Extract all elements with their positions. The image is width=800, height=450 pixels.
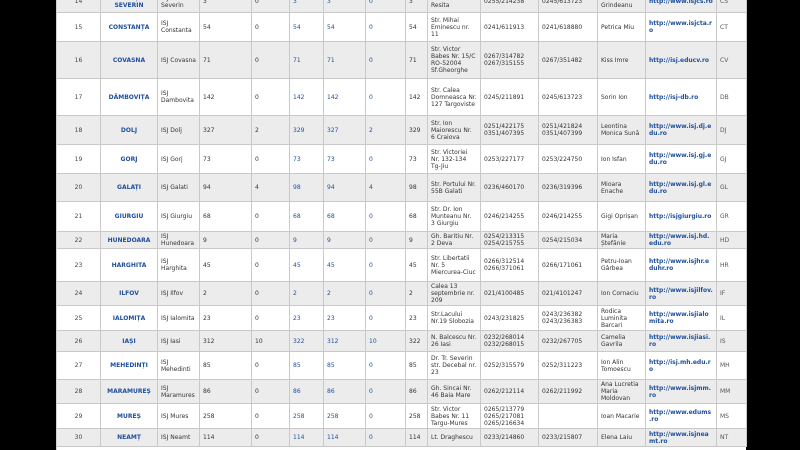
- inspector-name: Sorin Ion: [598, 79, 646, 116]
- count-5: 0: [366, 282, 406, 306]
- count-1: 85: [200, 352, 252, 380]
- website-link[interactable]: http://isj-db.ro: [646, 79, 717, 116]
- county-link[interactable]: HARGHITA: [101, 249, 158, 282]
- address: Dr. Tr. Severin str. Decebal nr. 23: [428, 352, 481, 380]
- phone: 0267/314782 0267/315155: [481, 42, 539, 79]
- count-3: 68: [290, 202, 324, 232]
- table-row: [57, 331, 747, 352]
- website-link[interactable]: http://www.isjhr.eduhr.ro: [646, 249, 717, 282]
- website-link[interactable]: http://isj.educv.ro: [646, 42, 717, 79]
- inspector-name: Grindeanu: [598, 0, 646, 13]
- count-4: 114: [324, 429, 366, 447]
- count-1: 258: [200, 404, 252, 429]
- inspectorate-name: ISJ Galati: [158, 174, 200, 202]
- count-6: 9: [406, 232, 428, 249]
- phone: 0233/214860: [481, 429, 539, 447]
- county-code: IL: [717, 306, 747, 331]
- website-link[interactable]: http://isj.mh.edu.ro: [646, 352, 717, 380]
- address: Str. Mihai Eminescu nr. 11: [428, 13, 481, 42]
- inspectorate-name: ISJ Dambovita: [158, 79, 200, 116]
- count-3: 114: [290, 429, 324, 447]
- count-3: 142: [290, 79, 324, 116]
- county-link[interactable]: GORJ: [101, 145, 158, 174]
- count-2: 4: [252, 174, 290, 202]
- count-5: 0: [366, 352, 406, 380]
- website-link[interactable]: http://www.isj.gl.edu.ro: [646, 174, 717, 202]
- inspector-name: Ion Isfan: [598, 145, 646, 174]
- inspectorate-name: ISJ Hunedoara: [158, 232, 200, 249]
- count-2: 0: [252, 0, 290, 13]
- county-link[interactable]: GIURGIU: [101, 202, 158, 232]
- inspector-name: Rodica Luminita Barcari: [598, 306, 646, 331]
- inspector-name: Leontina Monica Sună: [598, 116, 646, 145]
- phone: 0253/227177: [481, 145, 539, 174]
- row-number: 16: [57, 42, 101, 79]
- count-3: 329: [290, 116, 324, 145]
- inspectorate-name: ISJ Mehedinti: [158, 352, 200, 380]
- count-3: 2: [290, 282, 324, 306]
- row-number: 25: [57, 306, 101, 331]
- table-row: [57, 249, 747, 282]
- website-link[interactable]: http://www.isjneamt.ro: [646, 429, 717, 447]
- inspectorate-name: ISJ Harghita: [158, 249, 200, 282]
- inspectorate-name: ISJ Iasi: [158, 331, 200, 352]
- count-6: 3: [406, 0, 428, 13]
- county-code: MS: [717, 404, 747, 429]
- fax: 0267/351482: [539, 42, 598, 79]
- address: Str. Portului Nr. 55B Galati: [428, 174, 481, 202]
- count-1: 9: [200, 232, 252, 249]
- county-code: DB: [717, 79, 747, 116]
- table-row: [57, 352, 747, 380]
- count-5: 0: [366, 42, 406, 79]
- fax: 0253/224750: [539, 145, 598, 174]
- count-6: 142: [406, 79, 428, 116]
- row-number: 26: [57, 331, 101, 352]
- table-row: [57, 306, 747, 331]
- count-6: 258: [406, 404, 428, 429]
- county-link[interactable]: DOLJ: [101, 116, 158, 145]
- inspectorate-name: ISJ Ialomita: [158, 306, 200, 331]
- count-6: 73: [406, 145, 428, 174]
- count-6: 54: [406, 13, 428, 42]
- inspectorate-name: Severin: [158, 0, 200, 13]
- count-4: 23: [324, 306, 366, 331]
- inspector-name: Mioara Enache: [598, 174, 646, 202]
- inspectorate-name: ISJ Neamt: [158, 429, 200, 447]
- table-row: [57, 145, 747, 174]
- count-6: 114: [406, 429, 428, 447]
- row-number: 23: [57, 249, 101, 282]
- count-5: 0: [366, 202, 406, 232]
- count-2: 0: [252, 306, 290, 331]
- table-body: [57, 0, 747, 447]
- count-1: 73: [200, 145, 252, 174]
- count-3: 45: [290, 249, 324, 282]
- county-code: GL: [717, 174, 747, 202]
- table-row: [57, 380, 747, 404]
- county-link[interactable]: ILFOV: [101, 282, 158, 306]
- count-2: 2: [252, 116, 290, 145]
- county-code: CS: [717, 0, 747, 13]
- website-link[interactable]: http://www.isjilfov.ro: [646, 282, 717, 306]
- row-number: 28: [57, 380, 101, 404]
- row-number: 18: [57, 116, 101, 145]
- county-code: NT: [717, 429, 747, 447]
- count-1: 94: [200, 174, 252, 202]
- county-link[interactable]: MEHEDINȚI: [101, 352, 158, 380]
- fax: 0236/319396: [539, 174, 598, 202]
- website-link[interactable]: http://www.isj.hd.edu.ro: [646, 232, 717, 249]
- phone: 0241/611913: [481, 13, 539, 42]
- count-1: 86: [200, 380, 252, 404]
- county-code: IF: [717, 282, 747, 306]
- row-number: 19: [57, 145, 101, 174]
- count-1: 54: [200, 13, 252, 42]
- count-2: 0: [252, 145, 290, 174]
- count-4: 3: [324, 0, 366, 13]
- inspector-name: Petrica Miu: [598, 13, 646, 42]
- phone: 0251/422175 0351/407395: [481, 116, 539, 145]
- count-5: 0: [366, 145, 406, 174]
- fax: 0241/618880: [539, 13, 598, 42]
- website-link[interactable]: http://www.edums.ro: [646, 404, 717, 429]
- count-3: 23: [290, 306, 324, 331]
- count-2: 0: [252, 404, 290, 429]
- count-3: 71: [290, 42, 324, 79]
- address: Lt. Draghescu: [428, 429, 481, 447]
- count-4: 2: [324, 282, 366, 306]
- phone: 0246/214255: [481, 202, 539, 232]
- phone: 0265/213779 0265/217081 0265/216634: [481, 404, 539, 429]
- count-4: 9: [324, 232, 366, 249]
- fax: 0232/267705: [539, 331, 598, 352]
- table-row: [57, 202, 747, 232]
- phone: 0255/214238: [481, 0, 539, 13]
- count-6: 98: [406, 174, 428, 202]
- row-number: 27: [57, 352, 101, 380]
- count-5: 2: [366, 116, 406, 145]
- table-row: [57, 232, 747, 249]
- count-5: 0: [366, 0, 406, 13]
- phone: 0232/268014 0232/268015: [481, 331, 539, 352]
- phone: 0254/213315 0254/215755: [481, 232, 539, 249]
- table-row: [57, 0, 747, 13]
- count-3: 86: [290, 380, 324, 404]
- count-6: 23: [406, 306, 428, 331]
- count-1: 23: [200, 306, 252, 331]
- count-4: 327: [324, 116, 366, 145]
- website-link[interactable]: http://www.isjcta.ro: [646, 13, 717, 42]
- inspector-name: Gigi Oprișan: [598, 202, 646, 232]
- county-code: HD: [717, 232, 747, 249]
- count-2: 0: [252, 352, 290, 380]
- count-1: 3: [200, 0, 252, 13]
- inspectorate-name: ISJ Giurgiu: [158, 202, 200, 232]
- inspector-name: Elena Laiu: [598, 429, 646, 447]
- county-link[interactable]: GALAȚI: [101, 174, 158, 202]
- phone: 0252/315579: [481, 352, 539, 380]
- phone: 0262/212114: [481, 380, 539, 404]
- count-6: 2: [406, 282, 428, 306]
- count-3: 322: [290, 331, 324, 352]
- county-link[interactable]: COVASNA: [101, 42, 158, 79]
- phone: 0266/312514 0266/371061: [481, 249, 539, 282]
- count-5: 0: [366, 249, 406, 282]
- count-4: 86: [324, 380, 366, 404]
- table-row: [57, 42, 747, 79]
- address: Str. Libertatii Nr. 5 Miercurea-Ciuc: [428, 249, 481, 282]
- table-row: [57, 429, 747, 447]
- count-6: 85: [406, 352, 428, 380]
- count-1: 45: [200, 249, 252, 282]
- county-link[interactable]: DÂMBOVIȚA: [101, 79, 158, 116]
- count-1: 142: [200, 79, 252, 116]
- count-1: 71: [200, 42, 252, 79]
- inspector-name: Petru-Ioan Gârbea: [598, 249, 646, 282]
- count-2: 0: [252, 232, 290, 249]
- count-5: 0: [366, 429, 406, 447]
- county-link[interactable]: IALOMIȚA: [101, 306, 158, 331]
- count-5: 0: [366, 306, 406, 331]
- count-5: 0: [366, 79, 406, 116]
- county-link[interactable]: CONSTANȚA: [101, 13, 158, 42]
- fax: 0262/211992: [539, 380, 598, 404]
- count-4: 45: [324, 249, 366, 282]
- count-1: 68: [200, 202, 252, 232]
- count-4: 312: [324, 331, 366, 352]
- phone: 0243/231825: [481, 306, 539, 331]
- website-link[interactable]: http://www.isj.dj.edu.ro: [646, 116, 717, 145]
- address: Str.Lacului Nr.19 Slobozia: [428, 306, 481, 331]
- fax: 0251/421824 0351/407399: [539, 116, 598, 145]
- count-1: 327: [200, 116, 252, 145]
- row-number: 30: [57, 429, 101, 447]
- count-2: 0: [252, 202, 290, 232]
- address: Resita: [428, 0, 481, 13]
- address: Calea 13 septembrie nr. 209: [428, 282, 481, 306]
- table-row: [57, 13, 747, 42]
- county-link[interactable]: NEAMȚ: [101, 429, 158, 447]
- row-number: 22: [57, 232, 101, 249]
- address: Str. Victor Babes Nr. 11 Targu-Mures: [428, 404, 481, 429]
- count-6: 329: [406, 116, 428, 145]
- count-6: 322: [406, 331, 428, 352]
- count-2: 0: [252, 79, 290, 116]
- count-1: 114: [200, 429, 252, 447]
- county-code: MH: [717, 352, 747, 380]
- inspectorate-name: ISJ Gorj: [158, 145, 200, 174]
- table-row: [57, 79, 747, 116]
- count-6: 71: [406, 42, 428, 79]
- inspector-name: Maria Ștefănie: [598, 232, 646, 249]
- inspectorates-table: [56, 0, 747, 447]
- website-link[interactable]: http://www.isjcs.ro: [646, 0, 717, 13]
- count-5: 0: [366, 13, 406, 42]
- website-link[interactable]: http://isjgiurgiu.ro: [646, 202, 717, 232]
- fax: 0246/214255: [539, 202, 598, 232]
- inspectorate-name: ISJ Covasna: [158, 42, 200, 79]
- address: Str. Dr. Ion Munteanu Nr. 3 Giurgiu: [428, 202, 481, 232]
- count-2: 0: [252, 282, 290, 306]
- count-2: 0: [252, 249, 290, 282]
- address: Str. Victor Babes Nr. 15/C RO-52004 Sf.Gheorghe: [428, 42, 481, 79]
- row-number: 20: [57, 174, 101, 202]
- inspectorate-name: ISJ Mures: [158, 404, 200, 429]
- count-6: 68: [406, 202, 428, 232]
- inspectorate-name: ISJ Ilfov: [158, 282, 200, 306]
- fax: 0243/236382 0243/236383: [539, 306, 598, 331]
- count-3: 54: [290, 13, 324, 42]
- county-code: CV: [717, 42, 747, 79]
- fax: 021/4101247: [539, 282, 598, 306]
- count-4: 142: [324, 79, 366, 116]
- row-number: 21: [57, 202, 101, 232]
- county-link[interactable]: IAȘI: [101, 331, 158, 352]
- count-2: 0: [252, 42, 290, 79]
- county-code: HR: [717, 249, 747, 282]
- table-row: [57, 174, 747, 202]
- phone: 0245/211891: [481, 79, 539, 116]
- count-3: 98: [290, 174, 324, 202]
- row-number: 14: [57, 0, 101, 13]
- count-3: 73: [290, 145, 324, 174]
- count-5: 4: [366, 174, 406, 202]
- fax: 0266/171061: [539, 249, 598, 282]
- fax: 0254/215034: [539, 232, 598, 249]
- website-link[interactable]: http://www.isj.gj.edu.ro: [646, 145, 717, 174]
- address: Str. Ion Maiorescu Nr. 6 Craiova: [428, 116, 481, 145]
- row-number: 15: [57, 13, 101, 42]
- phone: 0236/460170: [481, 174, 539, 202]
- frame-edge: [56, 0, 57, 450]
- count-2: 10: [252, 331, 290, 352]
- inspectorate-name: ISJ Dolj: [158, 116, 200, 145]
- count-5: 0: [366, 232, 406, 249]
- fax: 0233/215807: [539, 429, 598, 447]
- address: Str. Calea Domneasca Nr. 127 Targoviste: [428, 79, 481, 116]
- table-row: [57, 282, 747, 306]
- phone: 021/4100485: [481, 282, 539, 306]
- count-3: 258: [290, 404, 324, 429]
- address: Gh. Baritiu Nr. 2 Deva: [428, 232, 481, 249]
- count-3: 9: [290, 232, 324, 249]
- table-row: [57, 404, 747, 429]
- county-code: DJ: [717, 116, 747, 145]
- count-2: 0: [252, 13, 290, 42]
- address: Str. Victoriei Nr. 132-134 Tg-Jiu: [428, 145, 481, 174]
- count-5: 0: [366, 404, 406, 429]
- inspector-name: Ana Lucretia Maria Moldovan: [598, 380, 646, 404]
- inspectorate-name: ISJ Maramures: [158, 380, 200, 404]
- count-1: 312: [200, 331, 252, 352]
- count-2: 0: [252, 429, 290, 447]
- row-number: 17: [57, 79, 101, 116]
- count-4: 54: [324, 13, 366, 42]
- count-2: 0: [252, 380, 290, 404]
- fax: [539, 404, 598, 429]
- row-number: 24: [57, 282, 101, 306]
- county-link[interactable]: SEVERIN: [101, 0, 158, 13]
- table-frame: [56, 0, 746, 450]
- fax: 0252/311223: [539, 352, 598, 380]
- count-4: 94: [324, 174, 366, 202]
- count-4: 68: [324, 202, 366, 232]
- county-code: GR: [717, 202, 747, 232]
- fax: 0245/613723: [539, 79, 598, 116]
- inspector-name: Camelia Gavrila: [598, 331, 646, 352]
- county-link[interactable]: MARAMUREȘ: [101, 380, 158, 404]
- inspector-name: Ion Cornaciu: [598, 282, 646, 306]
- inspector-name: Kiss Imre: [598, 42, 646, 79]
- inspector-name: Ioan Macarie: [598, 404, 646, 429]
- county-code: GJ: [717, 145, 747, 174]
- county-link[interactable]: HUNEDOARA: [101, 232, 158, 249]
- address: N. Balcescu Nr. 26 Iasi: [428, 331, 481, 352]
- count-3: 3: [290, 0, 324, 13]
- count-3: 85: [290, 352, 324, 380]
- count-6: 86: [406, 380, 428, 404]
- count-4: 85: [324, 352, 366, 380]
- table-row: [57, 116, 747, 145]
- website-link[interactable]: http://www.isjialomita.ro: [646, 306, 717, 331]
- count-6: 45: [406, 249, 428, 282]
- count-5: 0: [366, 380, 406, 404]
- count-4: 258: [324, 404, 366, 429]
- count-1: 2: [200, 282, 252, 306]
- inspector-name: Ion Alin Tomoescu: [598, 352, 646, 380]
- county-code: MM: [717, 380, 747, 404]
- website-link[interactable]: http://www.isjiasi.ro: [646, 331, 717, 352]
- count-4: 71: [324, 42, 366, 79]
- county-code: IS: [717, 331, 747, 352]
- address: Gh. Sincai Nr. 46 Baia Mare: [428, 380, 481, 404]
- website-link[interactable]: http://www.isjmm.ro: [646, 380, 717, 404]
- inspectorate-name: ISJ Constanta: [158, 13, 200, 42]
- fax: 0245/613723: [539, 0, 598, 13]
- county-link[interactable]: MUREȘ: [101, 404, 158, 429]
- count-4: 73: [324, 145, 366, 174]
- count-5: 10: [366, 331, 406, 352]
- county-code: CT: [717, 13, 747, 42]
- row-number: 29: [57, 404, 101, 429]
